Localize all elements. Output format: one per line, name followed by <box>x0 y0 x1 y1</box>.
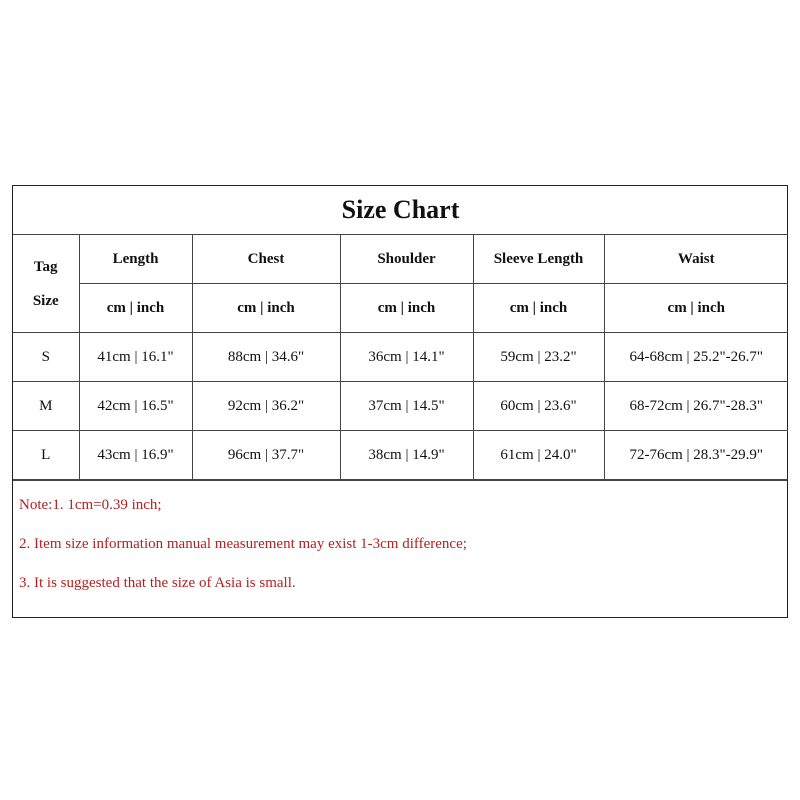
size-cell: M <box>13 382 79 431</box>
chart-title: Size Chart <box>13 186 788 235</box>
table-cell: 43cm | 16.9" <box>79 431 192 480</box>
unit-row <box>13 284 788 333</box>
table-cell: 59cm | 23.2" <box>473 333 604 382</box>
table-cell: 41cm | 16.1" <box>79 333 192 382</box>
unit-cell: cm | inch <box>79 284 192 333</box>
size-cell: S <box>13 333 79 382</box>
table-row <box>13 431 788 480</box>
header-row <box>13 235 788 284</box>
unit-cell: cm | inch <box>340 284 473 333</box>
size-label: Size <box>32 292 59 309</box>
note-line: 3. It is suggested that the size of Asia is small. <box>19 575 296 591</box>
table-cell: 60cm | 23.6" <box>473 382 604 431</box>
table-cell: 38cm | 14.9" <box>340 431 473 480</box>
column-header-waist: Waist <box>604 235 788 284</box>
table-cell: 64-68cm | 25.2"-26.7" <box>604 333 788 382</box>
unit-cell: cm | inch <box>473 284 604 333</box>
note-line: 2. Item size information manual measurement may exist 1-3cm difference; <box>19 536 467 552</box>
table-row <box>13 333 788 382</box>
size-chart <box>12 185 788 618</box>
column-header-shoulder: Shoulder <box>340 235 473 284</box>
tag-label: Tag <box>33 258 58 275</box>
table-cell: 37cm | 14.5" <box>340 382 473 431</box>
unit-cell: cm | inch <box>604 284 788 333</box>
size-cell: L <box>13 431 79 480</box>
table-cell: 92cm | 36.2" <box>192 382 340 431</box>
title-row <box>13 186 788 235</box>
unit-cell: cm | inch <box>192 284 340 333</box>
table-cell: 61cm | 24.0" <box>473 431 604 480</box>
table-cell: 72-76cm | 28.3"-29.9" <box>604 431 788 480</box>
column-header-chest: Chest <box>192 235 340 284</box>
table-cell: 68-72cm | 26.7"-28.3" <box>604 382 788 431</box>
table-cell: 96cm | 37.7" <box>192 431 340 480</box>
table-cell: 36cm | 14.1" <box>340 333 473 382</box>
size-table <box>13 186 788 480</box>
column-header-sleeve-length: Sleeve Length <box>473 235 604 284</box>
column-header-length: Length <box>79 235 192 284</box>
notes-section <box>13 480 787 618</box>
table-cell: 88cm | 34.6" <box>192 333 340 382</box>
note-line: Note:1. 1cm=0.39 inch; <box>19 497 162 513</box>
table-row <box>13 382 788 431</box>
table-cell: 42cm | 16.5" <box>79 382 192 431</box>
tag-size-header <box>13 235 79 333</box>
